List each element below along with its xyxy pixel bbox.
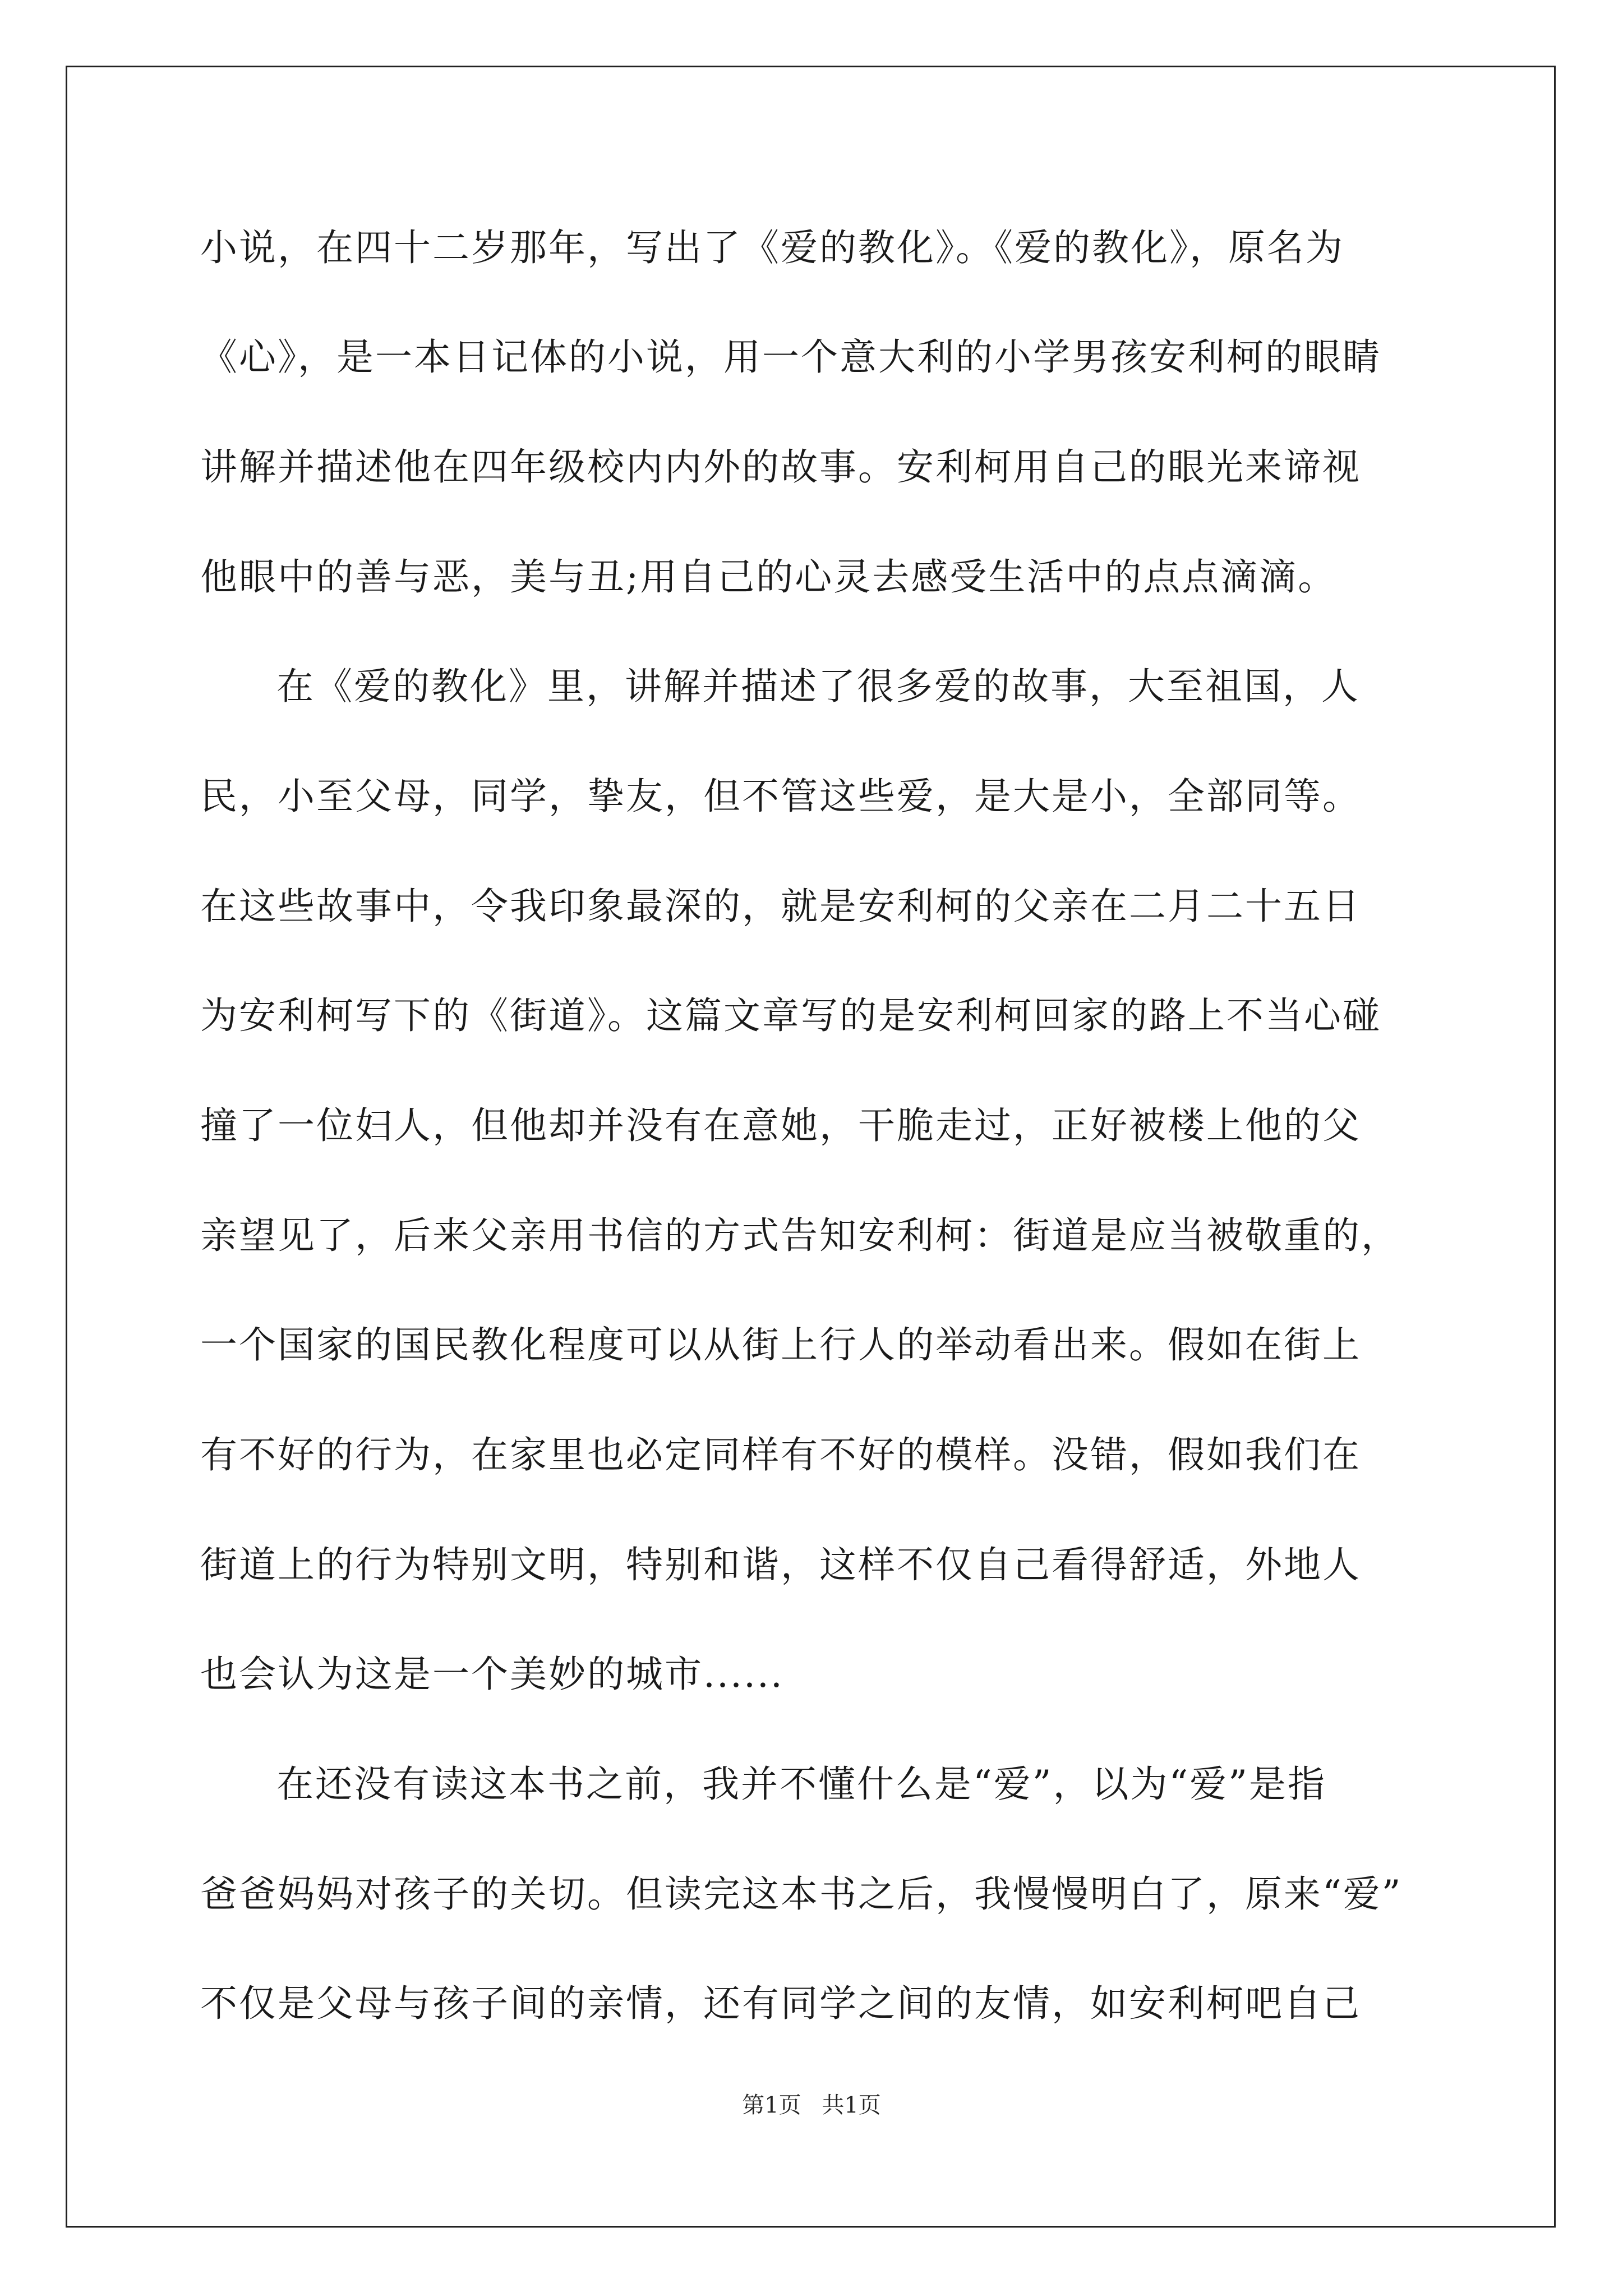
text-line: 《心》，是一本日记体的小说，用一个意大利的小学男孩安利柯的眼睛 <box>200 335 1381 379</box>
text-line: 爸爸妈妈对孩子的关切。但读完这本书之后，我慢慢明白了，原来“爱” <box>200 1872 1403 1916</box>
text-line: 也会认为这是一个美妙的城市...... <box>200 1653 784 1696</box>
page-footer <box>0 2091 1623 2119</box>
text-line: 小说，在四十二岁那年，写出了《爱的教化》。《爱的教化》，原名为 <box>200 226 1344 269</box>
page-total: 共1页 <box>822 2092 881 2118</box>
text-line: 亲望见了，后来父亲用书信的方式告知安利柯：街道是应当被敬重的， <box>200 1214 1400 1257</box>
text-line: 有不好的行为，在家里也必定同样有不好的模样。没错，假如我们在 <box>200 1433 1361 1476</box>
text-line: 民，小至父母，同学，挚友，但不管这些爱，是大是小，全部同等。 <box>200 775 1361 818</box>
page-number: 第1页 <box>742 2092 801 2118</box>
text-line: 在《爱的教化》里，讲解并描述了很多爱的故事，大至祖国，人 <box>276 665 1360 708</box>
text-line: 讲解并描述他在四年级校内内外的故事。安利柯用自己的眼光来谛视 <box>200 445 1361 489</box>
text-line: 为安利柯写下的《街道》。这篇文章写的是安利柯回家的路上不当心碰 <box>200 994 1381 1037</box>
text-line: 一个国家的国民教化程度可以从街上行人的举动看出来。假如在街上 <box>200 1323 1361 1366</box>
text-line: 他眼中的善与恶，美与丑;用自己的心灵去感受生活中的点点滴滴。 <box>200 555 1337 599</box>
text-line: 不仅是父母与孩子间的亲情，还有同学之间的友情，如安利柯吧自己 <box>200 1982 1361 2025</box>
text-line: 撞了一位妇人，但他却并没有在意她，干脆走过，正好被楼上他的父 <box>200 1104 1361 1147</box>
text-line: 街道上的行为特别文明，特别和谐，这样不仅自己看得舒适，外地人 <box>200 1543 1361 1586</box>
text-line: 在这些故事中，令我印象最深的，就是安利柯的父亲在二月二十五日 <box>200 885 1361 928</box>
text-line: 在还没有读这本书之前，我并不懂什么是“爱”，以为“爱”是指 <box>276 1763 1326 1806</box>
